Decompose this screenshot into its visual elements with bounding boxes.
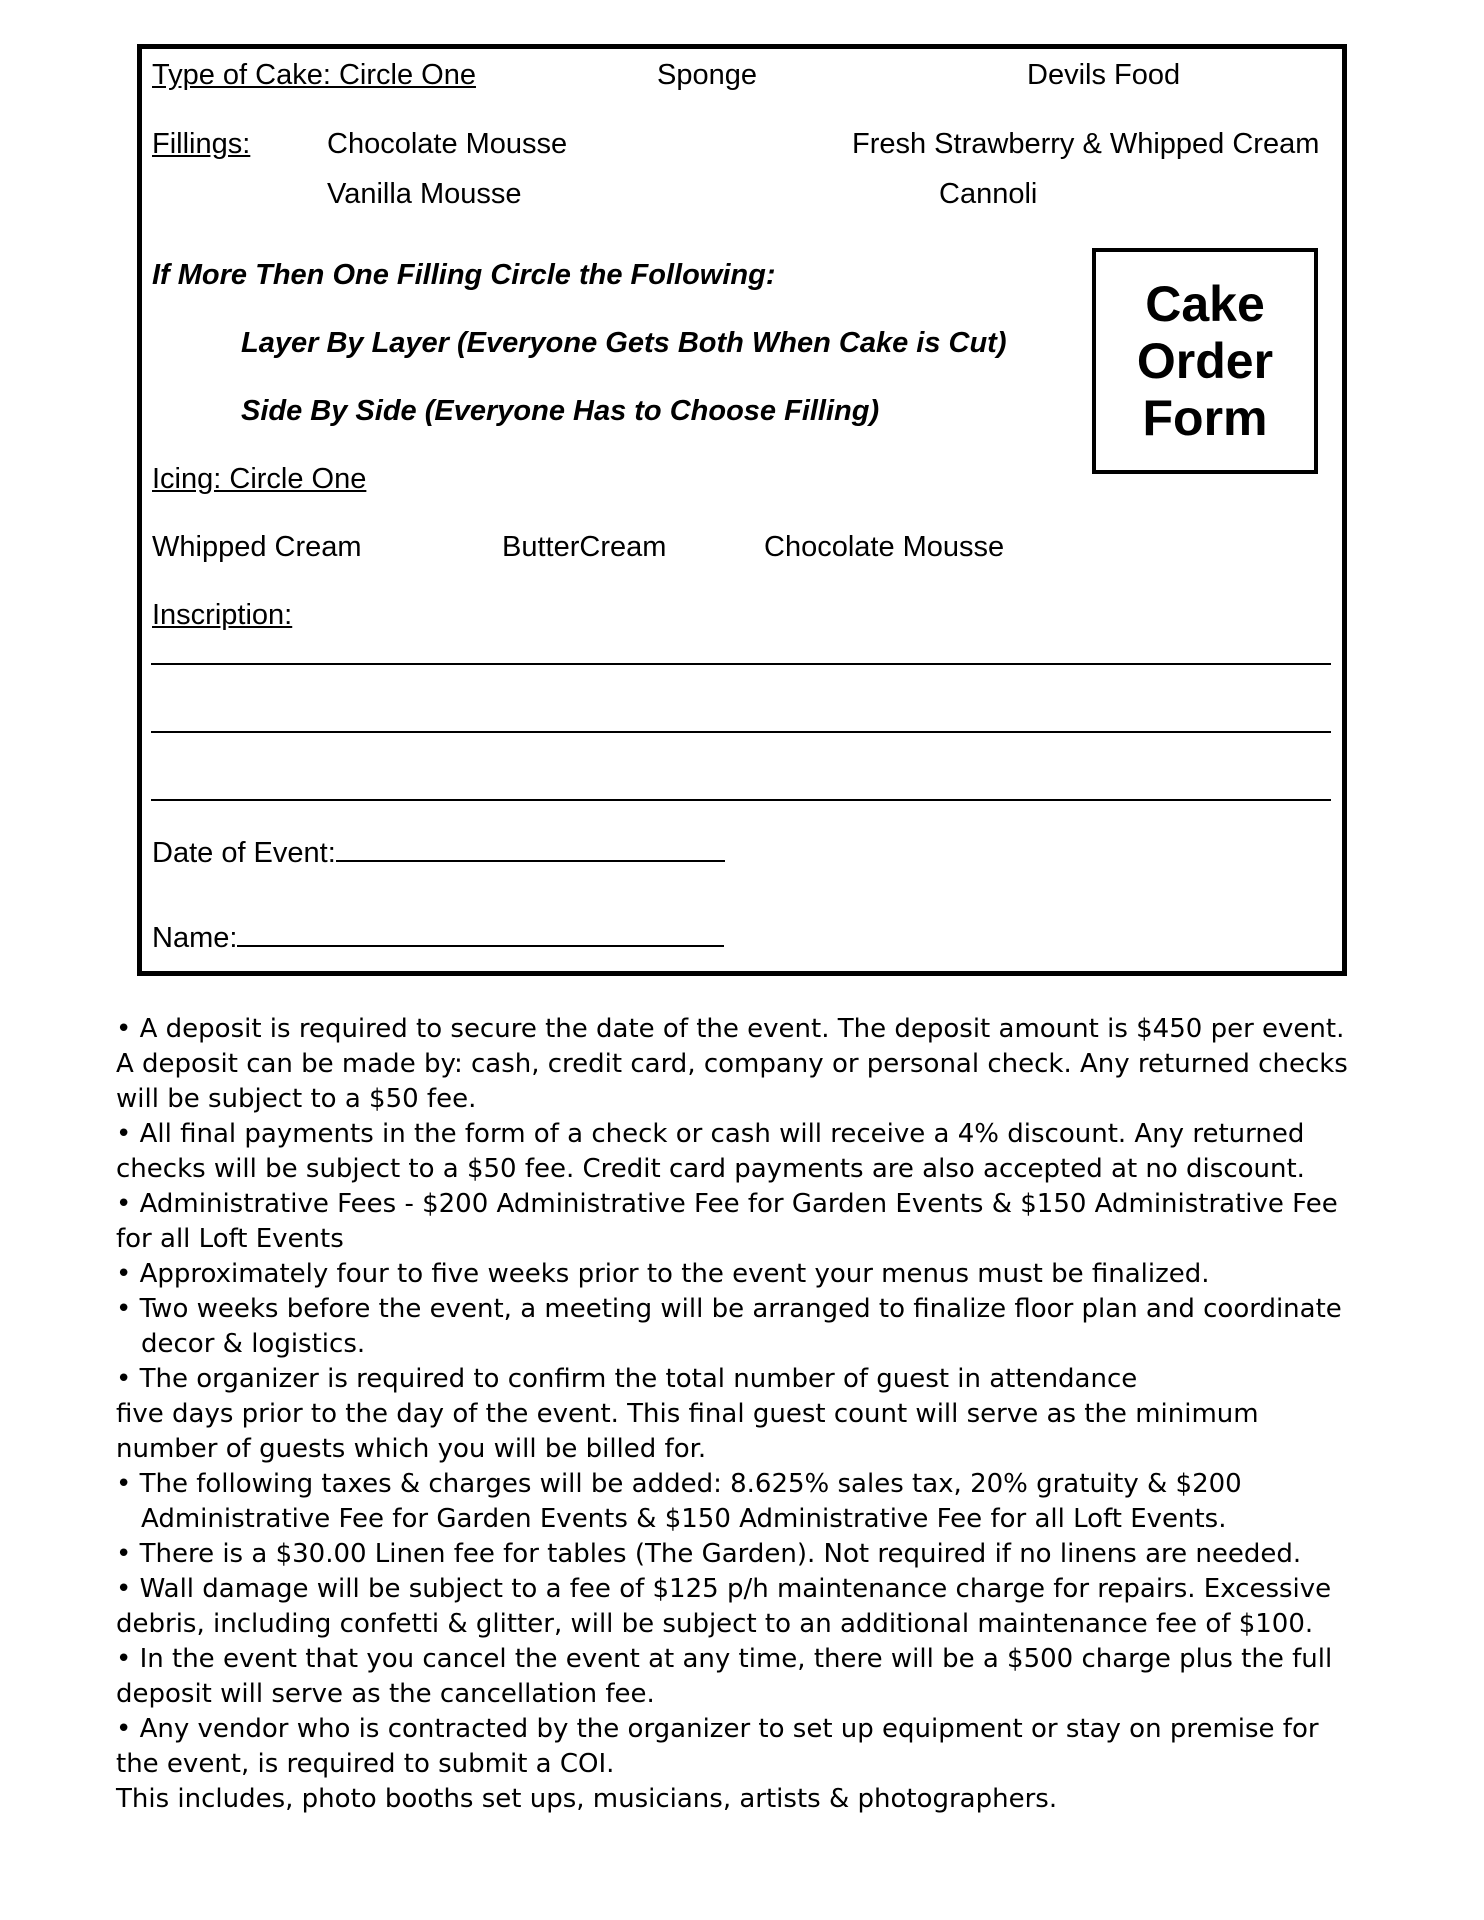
multi-filling-heading: If More Then One Filling Circle the Following: (152, 259, 776, 291)
name-line[interactable] (237, 921, 724, 947)
term-cancellation: • In the event that you cancel the event at any time, there will be a $500 charge plus the full deposit will serve as the cancellation fee. (116, 1644, 1333, 1709)
date-of-event-label: Date of Event: (152, 837, 336, 869)
inscription-line-1[interactable] (151, 663, 1331, 665)
inscription-label: Inscription: (152, 599, 293, 631)
term-administrative-fees: • Administrative Fees - $200 Administrative Fee for Garden Events & $150 Administrative Fee for all Loft Events (116, 1189, 1338, 1254)
form-title-box (1092, 248, 1318, 474)
name-label: Name: (152, 922, 238, 954)
filling-option-cannoli[interactable]: Cannoli (939, 178, 1038, 210)
form-title-line-3: Form (1142, 389, 1268, 446)
date-of-event-field (152, 836, 725, 870)
filling-option-strawberry-whipped-cream[interactable]: Fresh Strawberry & Whipped Cream (852, 128, 1320, 160)
icing-option-whipped-cream[interactable]: Whipped Cream (152, 531, 362, 563)
inscription-line-3[interactable] (151, 799, 1331, 801)
fillings-label: Fillings: (152, 128, 251, 160)
term-vendor-examples: This includes, photo booths set ups, musicians, artists & photographers. (116, 1784, 1058, 1814)
filling-option-vanilla-mousse[interactable]: Vanilla Mousse (327, 178, 522, 210)
icing-option-buttercream[interactable]: ButterCream (502, 531, 667, 563)
cake-type-label: Type of Cake: Circle One (152, 59, 476, 91)
term-guest-count: • The organizer is required to confirm the total number of guest in attendance (116, 1364, 1138, 1394)
term-planning-meeting: • Two weeks before the event, a meeting will be arranged to finalize floor plan and coordinate decor & logistics. (116, 1294, 1342, 1359)
term-deposit: • A deposit is required to secure the date of the event. The deposit amount is $450 per event. A deposit can be made by: cash, credit card, company or personal check. Any returned checks will be subject to a $50 fee. (116, 1014, 1348, 1114)
filling-option-chocolate-mousse[interactable]: Chocolate Mousse (327, 128, 568, 160)
multi-filling-option-side-by-side[interactable]: Side By Side (Everyone Has to Choose Filling) (241, 395, 880, 427)
form-title-line-2: Order (1136, 332, 1274, 389)
term-taxes-charges: • The following taxes & charges will be added: 8.625% sales tax, 20% gratuity & $200 Administrative Fee for Garden Events & $150 Administrative Fee for all Loft Events. (116, 1469, 1242, 1534)
icing-option-chocolate-mousse[interactable]: Chocolate Mousse (764, 531, 1005, 563)
name-field (152, 921, 724, 955)
date-of-event-line[interactable] (336, 836, 725, 862)
term-linen-fee: • There is a $30.00 Linen fee for tables (The Garden). Not required if no linens are needed. (116, 1539, 1302, 1569)
multi-filling-option-layer-by-layer[interactable]: Layer By Layer (Everyone Gets Both When Cake is Cut) (241, 327, 1007, 359)
term-vendor-coi: • Any vendor who is contracted by the organizer to set up equipment or stay on premise for the event, is required to submit a COI. (116, 1714, 1319, 1779)
terms-and-conditions (116, 1012, 1366, 1817)
inscription-line-2[interactable] (151, 731, 1331, 733)
term-wall-damage: • Wall damage will be subject to a fee of $125 p/h maintenance charge for repairs. Excessive debris, including confetti & glitter, will be subject to an additional maintenance fee of $100. (116, 1574, 1332, 1639)
term-final-payment: • All final payments in the form of a check or cash will receive a 4% discount. Any returned checks will be subject to a $50 fee. Credit card payments are also accepted at no discount. (116, 1119, 1305, 1184)
cake-type-option-devils-food[interactable]: Devils Food (1027, 59, 1181, 91)
term-guest-count-continued: five days prior to the day of the event. This final guest count will serve as the minimum number of guests which you will be billed for. (116, 1399, 1259, 1464)
cake-type-option-sponge[interactable]: Sponge (657, 59, 757, 91)
form-title-line-1: Cake (1145, 275, 1265, 332)
term-menus-finalized: • Approximately four to five weeks prior to the event your menus must be finalized. (116, 1259, 1210, 1289)
icing-label: Icing: Circle One (152, 463, 367, 495)
